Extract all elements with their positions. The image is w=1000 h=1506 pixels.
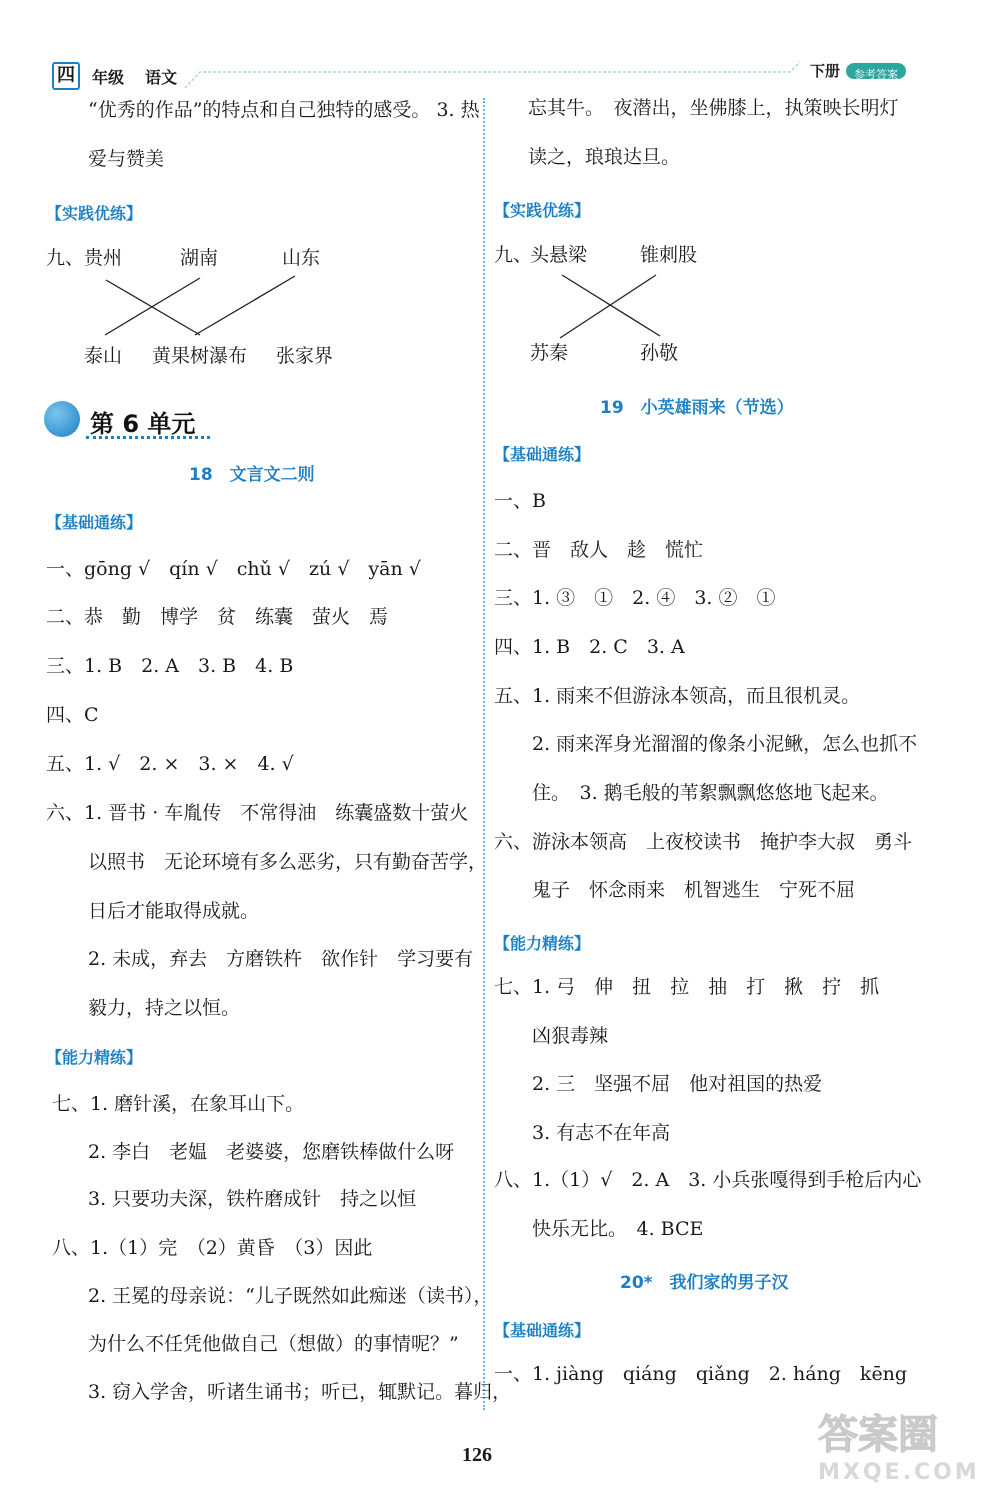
left-line-6e: 毅力，持之以恒。: [88, 997, 241, 1019]
right-section-basic-2: 【基础通练】: [494, 1321, 591, 1340]
left-match-bottom-1: 泰山: [84, 345, 123, 367]
left-section-basic: 【基础通练】: [46, 513, 143, 532]
left-match-top-2: 湖南: [180, 247, 219, 269]
left-line-3: 三、1. B 2. A 3. B 4. B: [46, 655, 294, 677]
right-line-5c: 住。 3. 鹅毛般的苇絮飘飘悠悠地飞起来。: [532, 782, 889, 804]
header-badge-text: 参考答案: [854, 68, 898, 81]
right-section-ability: 【能力精练】: [494, 934, 591, 953]
right-section-practice: 【实践优练】: [494, 201, 591, 220]
right-match-bottom-1: 苏秦: [530, 342, 569, 364]
right-line-8b: 快乐无比。 4. BCE: [532, 1218, 704, 1240]
left-continuation-2: 爱与赞美: [88, 148, 165, 170]
left-line-7c: 3. 只要功夫深，铁杵磨成针 持之以恒: [88, 1188, 417, 1210]
left-match-top-3: 山东: [282, 247, 321, 269]
header-subject: 语文: [145, 68, 178, 87]
right-line-6b: 鬼子 怀念雨来 机智逃生 宁死不屈: [532, 879, 856, 901]
right-line-1: 一、B: [494, 490, 546, 512]
left-line-2: 二、恭 勤 博学 贫 练囊 萤火 焉: [46, 606, 389, 628]
right-line-7a: 七、1. 弓 伸 扭 拉 抽 打 揪 拧 抓: [494, 976, 880, 998]
page-number: 126: [462, 1444, 492, 1466]
watermark-text-top: 答案圈: [818, 1412, 938, 1458]
lesson-19-title: 19 小英雄雨来（节选）: [600, 398, 794, 418]
header-volume: 下册: [810, 62, 841, 80]
unit-underline: [86, 436, 210, 439]
left-continuation-1: “优秀的作品”的特点和自己独特的感受。 3. 热: [88, 99, 480, 121]
right-line-7d: 3. 有志不在年高: [532, 1122, 671, 1144]
left-line-8d: 3. 窃入学舍，听诸生诵书；听已，辄默记。暮归，: [88, 1381, 512, 1403]
left-line-5: 五、1. √ 2. × 3. × 4. √: [46, 753, 294, 775]
left-line-7a: 七、1. 磨针溪，在象耳山下。: [52, 1093, 305, 1115]
right-match-label: 九、: [494, 244, 533, 266]
right-match-bottom-2: 孙敬: [640, 342, 679, 364]
right-line-8a: 八、1.（1）√ 2. A 3. 小兵张嘎得到手枪后内心: [494, 1169, 922, 1191]
right-line-5b: 2. 雨来浑身光溜溜的像条小泥鳅，怎么也抓不: [532, 733, 918, 755]
left-line-6d: 2. 未成，弃去 方磨铁杵 欲作针 学习要有: [88, 948, 474, 970]
left-section-practice: 【实践优练】: [46, 204, 143, 223]
left-match-label: 九、: [46, 247, 85, 269]
left-section-ability: 【能力精练】: [46, 1048, 143, 1067]
watermark-logo: [818, 1412, 990, 1500]
right-match-top-2: 锥刺股: [640, 244, 698, 266]
left-line-7b: 2. 李白 老媪 老婆婆，您磨铁棒做什么呀: [88, 1141, 455, 1163]
left-line-4: 四、C: [46, 704, 99, 726]
left-line-8c: 为什么不任凭他做自己（想做）的事情呢？”: [88, 1333, 459, 1355]
left-line-8b: 2. 王冕的母亲说：“儿子既然如此痴迷（读书），: [88, 1285, 493, 1307]
right-line-7b: 凶狠毒辣: [532, 1025, 609, 1047]
right-line-2: 二、晋 敌人 趁 慌忙: [494, 539, 704, 561]
watermark-text-bottom: MXQE.COM: [818, 1460, 980, 1485]
left-match-bottom-2: 黄果树瀑布: [152, 345, 248, 367]
right-line-6a: 六、游泳本领高 上夜校读书 掩护李大叔 勇斗: [494, 831, 913, 853]
header-grade-label: 年级: [92, 68, 125, 87]
right-line-3: 三、1. ③ ① 2. ④ 3. ② ①: [494, 587, 776, 609]
right-continuation-2: 读之，琅琅达旦。: [528, 146, 681, 168]
lesson-20-title: 20* 我们家的男子汉: [620, 1273, 789, 1293]
right-match-lines: [0, 0, 1000, 400]
unit-title: 第 6 单元: [90, 410, 196, 438]
right-line-9: 一、1. jiàng qiáng qiǎng 2. háng kēng: [494, 1363, 908, 1385]
left-line-1: 一、gōng √ qín √ chǔ √ zú √ yān √: [46, 558, 421, 580]
header-grade-number: 四: [57, 65, 75, 86]
unit-dot-icon: [44, 401, 80, 437]
right-match-top-1: 头悬梁: [530, 244, 588, 266]
left-match-top-1: 贵州: [84, 247, 123, 269]
right-section-basic: 【基础通练】: [494, 445, 591, 464]
right-continuation-1: 忘其牛。 夜潜出，坐佛膝上，执策映长明灯: [528, 97, 899, 119]
left-line-8a: 八、1.（1）完 （2）黄昏 （3）因此: [52, 1237, 373, 1259]
lesson-18-title: 18 文言文二则: [189, 465, 315, 485]
left-line-6c: 日后才能取得成就。: [88, 900, 260, 922]
right-line-4: 四、1. B 2. C 3. A: [494, 636, 685, 658]
right-line-7c: 2. 三 坚强不屈 他对祖国的热爱: [532, 1073, 823, 1095]
left-match-bottom-3: 张家界: [276, 345, 334, 367]
left-line-6b: 以照书 无论环境有多么恶劣，只有勤奋苦学，: [88, 851, 488, 873]
left-line-6a: 六、1. 晋书 · 车胤传 不常得油 练囊盛数十萤火: [46, 802, 469, 824]
right-line-5a: 五、1. 雨来不但游泳本领高，而且很机灵。: [494, 685, 861, 707]
